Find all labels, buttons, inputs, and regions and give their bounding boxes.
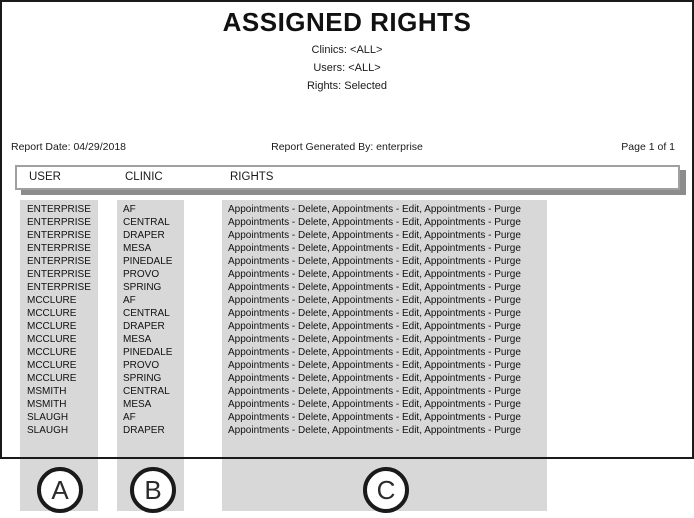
- cell-rights: Appointments - Delete, Appointments - Edit, Appointments - Purge: [228, 243, 521, 254]
- cell-clinic: PINEDALE: [123, 256, 173, 267]
- cell-clinic: AF: [123, 295, 136, 306]
- table-row: [0, 255, 694, 268]
- page-indicator: Page 1 of 1: [621, 141, 675, 153]
- cell-rights: Appointments - Delete, Appointments - Edit, Appointments - Purge: [228, 347, 521, 358]
- cell-clinic: AF: [123, 412, 136, 423]
- report-meta-row: [2, 141, 692, 155]
- cell-user: ENTERPRISE: [27, 230, 91, 241]
- generated-by: Report Generated By: enterprise: [271, 141, 423, 153]
- cell-rights: Appointments - Delete, Appointments - Edit, Appointments - Purge: [228, 256, 521, 267]
- callout-letter: A: [51, 474, 69, 505]
- cell-rights: Appointments - Delete, Appointments - Edit, Appointments - Purge: [228, 295, 521, 306]
- cell-rights: Appointments - Delete, Appointments - Edit, Appointments - Purge: [228, 425, 521, 436]
- table-row: [0, 216, 694, 229]
- cell-clinic: DRAPER: [123, 321, 165, 332]
- cell-clinic: PINEDALE: [123, 347, 173, 358]
- cell-clinic: MESA: [123, 334, 152, 345]
- cell-user: SLAUGH: [27, 425, 69, 436]
- callout-circle-b: [130, 467, 176, 513]
- cell-clinic: SPRING: [123, 282, 162, 293]
- table-row: [0, 281, 694, 294]
- table-row: [0, 229, 694, 242]
- cell-clinic: MESA: [123, 243, 152, 254]
- table-row: [0, 411, 694, 424]
- cell-rights: Appointments - Delete, Appointments - Edit, Appointments - Purge: [228, 230, 521, 241]
- cell-user: ENTERPRISE: [27, 282, 91, 293]
- cell-clinic: PROVO: [123, 360, 160, 371]
- cell-clinic: DRAPER: [123, 230, 165, 241]
- table-row: [0, 359, 694, 372]
- table-rows: [0, 203, 694, 437]
- table-row: [0, 385, 694, 398]
- cell-user: ENTERPRISE: [27, 217, 91, 228]
- report-date: Report Date: 04/29/2018: [11, 141, 126, 153]
- column-header-clinic: CLINIC: [125, 171, 163, 183]
- report-title: ASSIGNED RIGHTS: [222, 7, 472, 37]
- cell-user: MCCLURE: [27, 360, 77, 371]
- filter-users: Users: <ALL>: [313, 62, 381, 74]
- cell-user: ENTERPRISE: [27, 243, 91, 254]
- cell-user: MSMITH: [27, 386, 67, 397]
- cell-rights: Appointments - Delete, Appointments - Edit, Appointments - Purge: [228, 373, 521, 384]
- cell-clinic: CENTRAL: [123, 217, 170, 228]
- table-row: [0, 242, 694, 255]
- cell-rights: Appointments - Delete, Appointments - Edit, Appointments - Purge: [228, 308, 521, 319]
- cell-user: MCCLURE: [27, 347, 77, 358]
- table-row: [0, 203, 694, 216]
- cell-rights: Appointments - Delete, Appointments - Edit, Appointments - Purge: [228, 282, 521, 293]
- filter-rights: Rights: Selected: [306, 80, 388, 92]
- table-row: [0, 398, 694, 411]
- cell-user: MCCLURE: [27, 373, 77, 384]
- cell-rights: Appointments - Delete, Appointments - Edit, Appointments - Purge: [228, 399, 521, 410]
- cell-clinic: MESA: [123, 399, 152, 410]
- cell-rights: Appointments - Delete, Appointments - Edit, Appointments - Purge: [228, 217, 521, 228]
- cell-rights: Appointments - Delete, Appointments - Edit, Appointments - Purge: [228, 269, 521, 280]
- table-row: [0, 294, 694, 307]
- cell-clinic: PROVO: [123, 269, 160, 280]
- cell-user: SLAUGH: [27, 412, 69, 423]
- table-row: [0, 268, 694, 281]
- cell-clinic: AF: [123, 204, 136, 215]
- cell-rights: Appointments - Delete, Appointments - Edit, Appointments - Purge: [228, 321, 521, 332]
- cell-user: MCCLURE: [27, 334, 77, 345]
- cell-clinic: DRAPER: [123, 425, 165, 436]
- callout-circle-c: [363, 467, 409, 513]
- cell-clinic: SPRING: [123, 373, 162, 384]
- cell-user: ENTERPRISE: [27, 256, 91, 267]
- table-row: [0, 372, 694, 385]
- cell-user: MCCLURE: [27, 321, 77, 332]
- cell-rights: Appointments - Delete, Appointments - Edit, Appointments - Purge: [228, 386, 521, 397]
- callout-letter: B: [144, 474, 162, 505]
- cell-user: ENTERPRISE: [27, 269, 91, 280]
- table-row: [0, 307, 694, 320]
- filter-clinics: Clinics: <ALL>: [311, 44, 383, 56]
- cell-rights: Appointments - Delete, Appointments - Edit, Appointments - Purge: [228, 360, 521, 371]
- table-row: [0, 320, 694, 333]
- cell-clinic: CENTRAL: [123, 308, 170, 319]
- column-header-rights: RIGHTS: [230, 171, 274, 183]
- callout-letter: C: [376, 474, 396, 505]
- cell-rights: Appointments - Delete, Appointments - Edit, Appointments - Purge: [228, 334, 521, 345]
- cell-clinic: CENTRAL: [123, 386, 170, 397]
- cell-user: MSMITH: [27, 399, 67, 410]
- table-row: [0, 424, 694, 437]
- table-row: [0, 333, 694, 346]
- table-row: [0, 346, 694, 359]
- cell-user: MCCLURE: [27, 295, 77, 306]
- column-header-user: USER: [29, 171, 61, 183]
- cell-user: ENTERPRISE: [27, 204, 91, 215]
- cell-rights: Appointments - Delete, Appointments - Edit, Appointments - Purge: [228, 412, 521, 423]
- cell-user: MCCLURE: [27, 308, 77, 319]
- table-header-bar: [15, 165, 680, 190]
- callout-circle-a: [37, 467, 83, 513]
- cell-rights: Appointments - Delete, Appointments - Edit, Appointments - Purge: [228, 204, 521, 215]
